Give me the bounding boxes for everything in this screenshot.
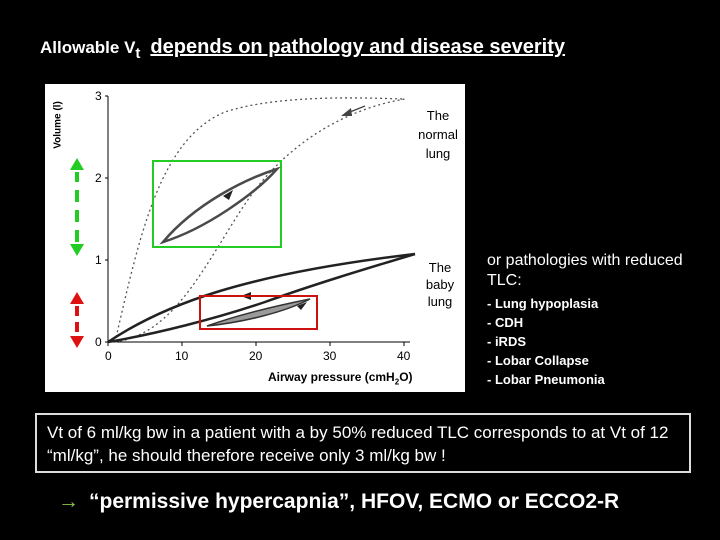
green-arrow-up-icon [70, 158, 84, 170]
y-axis-label: Volume (l) [52, 101, 64, 149]
pathologies-heading: or pathologies with reduced TLC: [487, 252, 683, 289]
list-item: - iRDS [487, 334, 526, 349]
pathologies-list [487, 294, 605, 389]
normal-tidal-loop [163, 169, 277, 242]
normal-inflation-limb [115, 98, 405, 342]
conclusion-text: “permissive hypercapnia”, HFOV, ECMO or ECCO2-R [89, 490, 620, 513]
list-item: - Lobar Pneumonia [487, 372, 605, 387]
title-main: depends on pathology and disease severity [150, 36, 565, 58]
list-item: - Lobar Collapse [487, 353, 589, 368]
x-tick-20: 20 [249, 349, 263, 363]
x-tick-10: 10 [175, 349, 189, 363]
slide-title [40, 36, 565, 62]
conclusion-line [58, 490, 619, 514]
title-subscript: t [135, 45, 141, 62]
y-tick-3: 3 [95, 89, 102, 103]
y-tick-1: 1 [95, 253, 102, 267]
y-tick-0: 0 [95, 335, 102, 349]
normal-deflation-limb [115, 99, 405, 342]
list-item: - CDH [487, 315, 524, 330]
tidal-volume-arrows [62, 150, 92, 360]
x-tick-30: 30 [323, 349, 337, 363]
x-tick-40: 40 [397, 349, 411, 363]
right-arrow-icon: → [58, 490, 79, 513]
red-arrow-down-icon [70, 336, 84, 348]
label-baby-lung: The baby lung [425, 260, 455, 309]
title-prefix: Allowable V [40, 38, 136, 57]
green-arrow-down-icon [70, 244, 84, 256]
tidal-volume-note: Vt of 6 ml/kg bw in a patient with a by 50% reduced TLC corresponds to at Vt of 12 “ml/kg”, he should therefore receive only 3 ml/kg bw ! [35, 413, 691, 473]
label-normal-lung: The normal lung [418, 108, 458, 161]
x-axis-label: Airway pressure (cmH$_2$O) [268, 370, 413, 387]
x-tick-0: 0 [105, 349, 112, 363]
y-tick-2: 2 [95, 171, 102, 185]
list-item: - Lung hypoplasia [487, 296, 599, 311]
red-arrow-up-icon [70, 292, 84, 304]
